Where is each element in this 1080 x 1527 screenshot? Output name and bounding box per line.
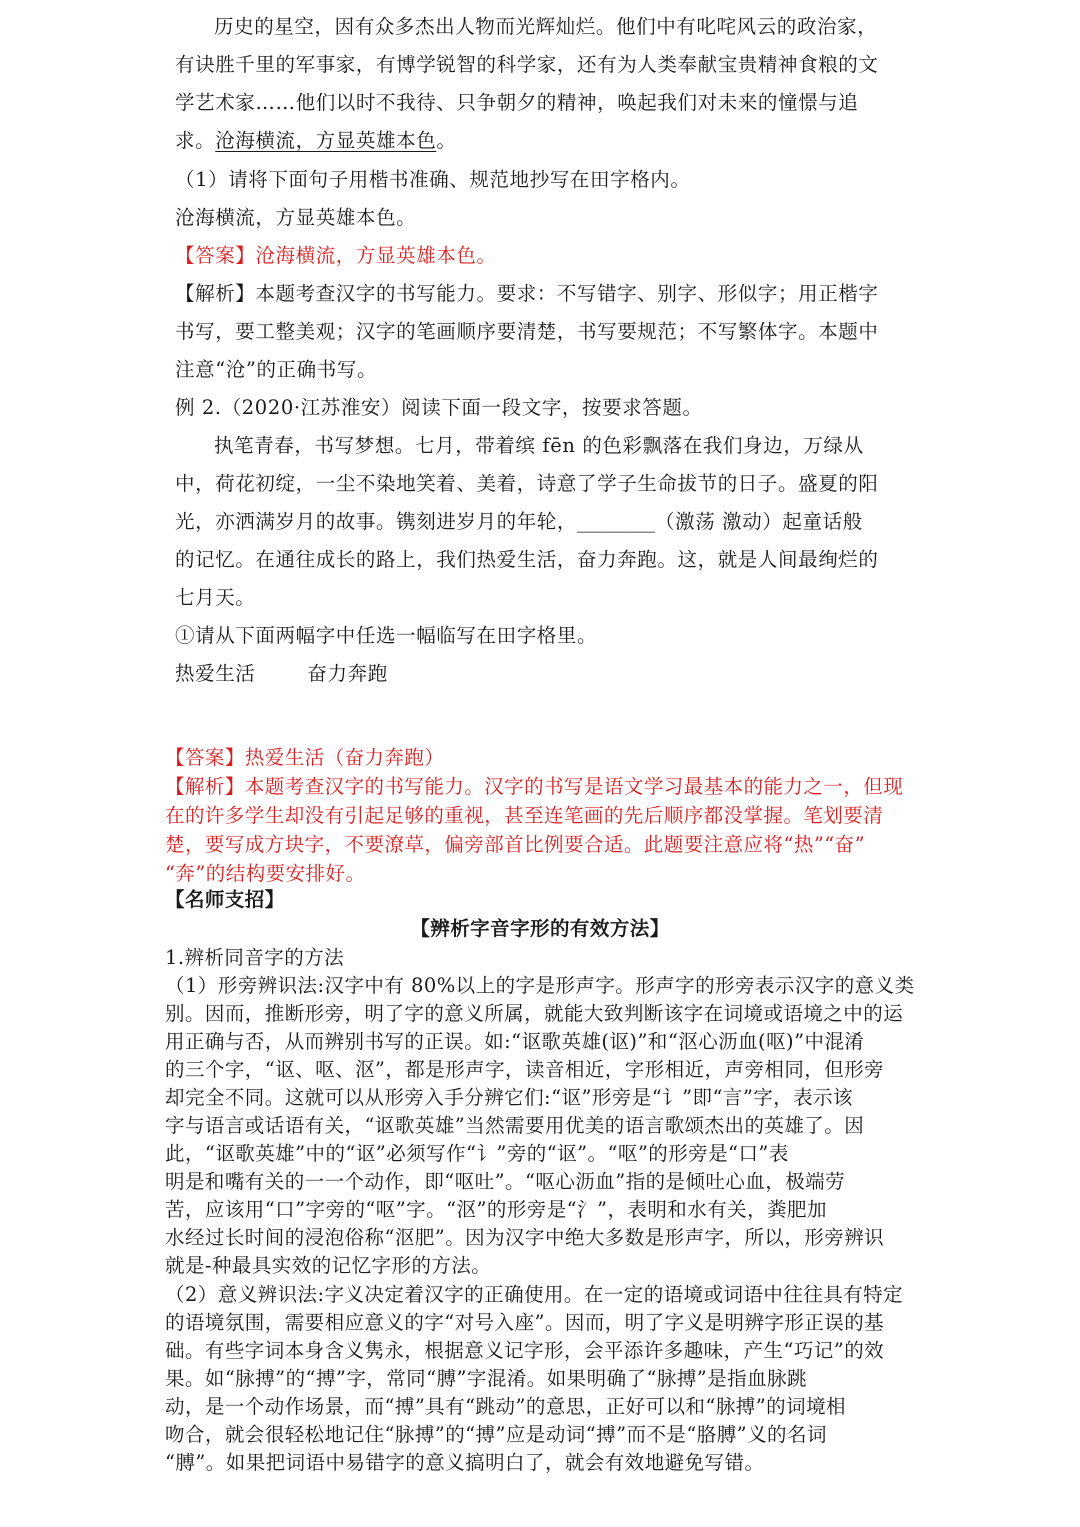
intro-line-4 <box>175 125 910 153</box>
answer-2 <box>165 742 915 770</box>
para2-line-5: 动，是一个动作场景，而“搏”具有“跳动”的意思，正好可以和“脉搏”的词境相 <box>165 1395 846 1418</box>
para1-line-4: 的三个字，“讴、呕、沤”，都是形声字，读音相近，字形相近，声旁相同，但形旁 <box>165 1058 885 1081</box>
passage-line-3-text: 光，亦洒满岁月的故事。镌刻进岁月的年轮， <box>175 510 578 533</box>
analysis-1-line-1: 【解析】本题考查汉字的书写能力。要求：不写错字、别字、形似字；用正楷字 <box>175 282 879 305</box>
answer-1-label: 【答案】 <box>175 244 256 267</box>
analysis-2-line-2: 在的许多学生却没有引起足够的重视，甚至连笔画的先后顺序都没掌握。笔划要清 <box>165 804 884 827</box>
para2-line-7: “膊”。如果把词语中易错字的意义搞明白了，就会有效地避免写错。 <box>165 1451 765 1474</box>
para1-line-1: （1）形旁辨识法:汉字中有 80%以上的字是形声字。形声字的形旁表示汉字的意义类 <box>165 974 915 997</box>
para1-line-2: 别。因而，推断形旁，明了字的意义所属，就能大致判断该字在词境或语境之中的运 <box>165 1002 904 1025</box>
example-2-title: 例 2.（2020·江苏淮安）阅读下面一段文字，按要求答题。 <box>175 396 703 419</box>
answer-1-text: 沧海横流，方显英雄本色。 <box>255 244 497 267</box>
intro-line-3: 学艺术家……他们以时不我待、只争朝夕的精神，唤起我们对未来的憧憬与追 <box>175 91 859 114</box>
answer-2-label: 【答案】 <box>165 746 245 769</box>
para1-line-8: 明是和嘴有关的一一个动作，即“呕吐”。“呕心沥血”指的是倾吐心血，极端劳 <box>165 1170 846 1193</box>
underlined-phrase: 沧海横流，方显英雄本色 <box>215 129 437 152</box>
analysis-1-line-3: 注意“沧”的正确书写。 <box>175 358 378 381</box>
para1-line-3: 用正确与否，从而辨别书写的正误。如:“讴歌英雄(讴)”和“沤心沥血(呕)”中混淆 <box>165 1030 865 1053</box>
method-title: 【辨析字音字形的有效方法】 <box>410 917 670 940</box>
passage-line-2: 中，荷花初绽，一尘不染地笑着、美着，诗意了学子生命拔节的日子。盛夏的阳 <box>175 472 879 495</box>
copy-sentence: 沧海横流，方显英雄本色。 <box>175 206 417 229</box>
para2-line-3: 础。有些字词本身含义隽永，根据意义记字形，会平添许多趣味，产生“巧记”的效 <box>165 1339 885 1362</box>
intro-line-1: 历史的星空，因有众多杰出人物而光辉灿烂。他们中有叱咤风云的政治家， <box>214 15 878 38</box>
para2-line-6: 吻合，就会很轻松地记住“脉搏”的“搏”应是动词“搏”而不是“胳膊”义的名词 <box>165 1423 827 1446</box>
para1-line-7: 此，“讴歌英雄”中的“讴”必须写作“讠”旁的“讴”。“呕”的形旁是“口”表 <box>165 1142 789 1165</box>
task-1: ①请从下面两幅字中任选一幅临写在田字格里。 <box>175 624 598 647</box>
question-1: （1）请将下面句子用楷书准确、规范地抄写在田字格内。 <box>175 168 691 191</box>
option-a: 热爱生活 <box>175 662 256 685</box>
analysis-2-line-1 <box>165 771 915 799</box>
para1-line-9: 苦，应该用“口”字旁的“呕”字。“沤”的形旁是“氵”，表明和水有关，粪肥加 <box>165 1198 827 1221</box>
analysis-1-line-2: 书写，要工整美观；汉字的笔画顺序要清楚，书写要规范；不写繁体字。本题中 <box>175 320 879 343</box>
para1-line-6: 字与语言或话语有关，“讴歌英雄”当然需要用优美的语言歌颂杰出的英雄了。因 <box>165 1114 865 1137</box>
underlined-tail: 。 <box>436 129 457 152</box>
passage-line-3 <box>175 506 910 534</box>
para2-line-4: 果。如“脉搏”的“搏”字，常同“膊”字混淆。如果明确了“脉搏”是指血脉跳 <box>165 1367 807 1390</box>
passage-line-4: 的记忆。在通往成长的路上，我们热爱生活，奋力奔跑。这，就是人间最绚烂的 <box>175 548 879 571</box>
answer-1 <box>175 240 910 268</box>
sub-heading-1: 1.辨析同音字的方法 <box>165 946 345 969</box>
analysis-2-line-3: 楚，要写成方块字，不要潦草，偏旁部首比例要合适。此题要注意应将“热”“奋” <box>165 833 866 856</box>
intro-line-2: 有诀胜千里的军事家，有博学锐智的科学家，还有为人类奉献宝贵精神食粮的文 <box>175 53 879 76</box>
analysis-2-label: 【解析】 <box>165 775 245 798</box>
para1-line-5: 却完全不同。这就可以从形旁入手分辨它们:“讴”形旁是“讠”即“言”字，表示该 <box>165 1086 853 1109</box>
analysis-2-text: 本题考查汉字的书写能力。汉字的书写是语文学习最基本的能力之一，但现 <box>244 775 904 798</box>
passage-line-5: 七月天。 <box>175 586 256 609</box>
copy-options <box>175 658 910 686</box>
tips-heading: 【名师支招】 <box>165 888 285 911</box>
analysis-2-line-4: “奔”的结构要安排好。 <box>165 862 366 885</box>
para2-line-1: （2）意义辨识法:字义决定着汉字的正确使用。在一定的语境或词语中往往具有特定 <box>165 1283 904 1306</box>
option-b: 奋力奔跑 <box>307 662 388 685</box>
fill-blank: ________ <box>577 510 656 533</box>
passage-line-1: 执笔青春，书写梦想。七月，带着缤 fēn 的色彩飘落在我们身边，万绿从 <box>214 434 864 457</box>
para2-line-2: 的语境氛围，需要相应意义的字“对号入座”。因而，明了字义是明辨字形正误的基 <box>165 1311 885 1334</box>
para1-line-11: 就是-种最具实效的记忆字形的方法。 <box>165 1254 492 1277</box>
para1-line-10: 水经过长时间的浸泡俗称“沤肥”。因为汉字中绝大多数是形声字，所以，形旁辨识 <box>165 1226 885 1249</box>
blank-options: （激荡 激动）起童话般 <box>655 510 863 533</box>
answer-2-text: 热爱生活（奋力奔跑） <box>244 746 445 769</box>
intro-line-4-lead: 求。 <box>175 129 216 152</box>
